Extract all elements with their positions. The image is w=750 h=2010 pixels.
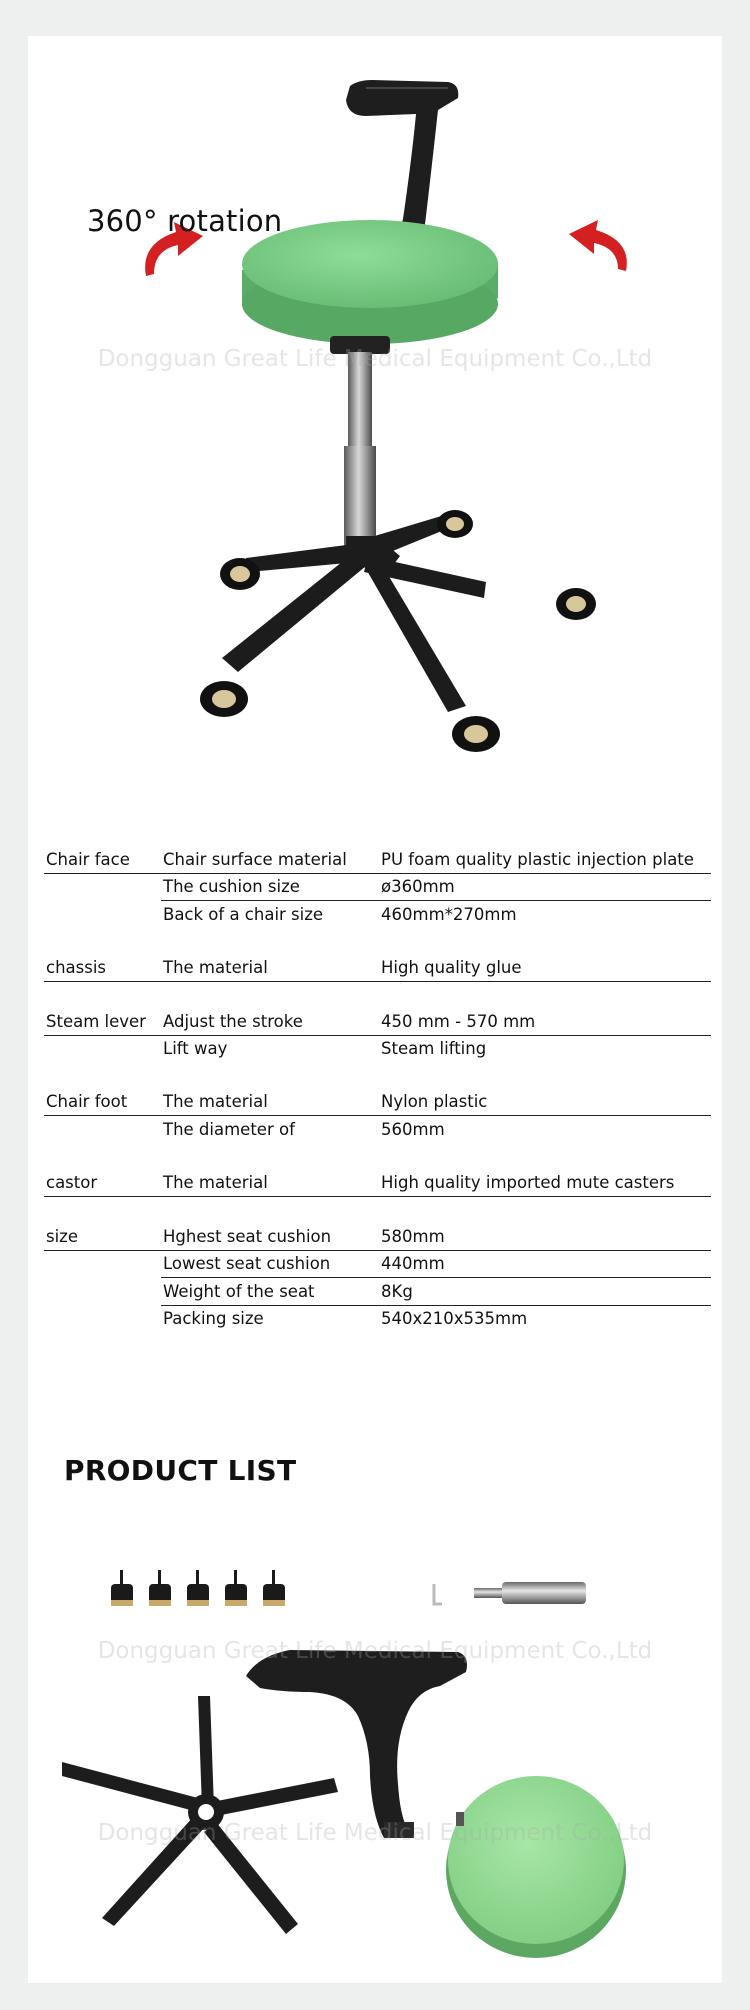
spec-attribute: Lift way [163,1039,228,1059]
rotation-label: 360° rotation [87,204,283,238]
spec-value: PU foam quality plastic injection plate [379,846,711,873]
spec-attribute: The diameter of [163,1119,295,1139]
spec-category [44,901,161,928]
spec-attribute: Packing size [163,1309,264,1329]
spec-attribute: Weight of the seat [161,1278,379,1306]
spec-category: Chair face [44,846,161,873]
stool-illustration [28,36,722,796]
spec-category [44,1250,161,1278]
spec-value: High quality glue [379,954,711,981]
rotate-right-arrow [569,220,627,271]
caster [111,1570,133,1606]
spec-spacer-row [44,1196,711,1223]
spec-spacer-row [44,1143,711,1170]
caster [263,1570,285,1606]
parts-watermark-1: Dongguan Great Life Medical Equipment Co.,Ltd [97,1638,653,1664]
spec-attribute: Lowest seat cushion [161,1250,379,1278]
product-list-title: PRODUCT LIST [64,1454,297,1487]
spec-row [44,1008,711,1035]
spec-spacer-row [44,981,711,1008]
five-star-base [222,514,486,712]
spec-category [44,1035,161,1062]
spec-row [44,1169,711,1196]
spec-attribute: The material [161,1169,379,1196]
spec-value: High quality imported mute casters [379,1169,711,1196]
spec-category: castor [44,1169,161,1196]
spec-row [44,954,711,981]
spec-attribute: Adjust the stroke [161,1008,379,1035]
spec-value: 460mm*270mm [381,904,517,924]
gas-lift-part [474,1582,586,1604]
spec-attribute: The material [161,1089,379,1116]
spec-category: Steam lever [44,1008,161,1035]
spec-row [44,1250,711,1278]
spec-spacer-row [44,1062,711,1089]
spec-row [44,1305,711,1332]
spec-category [44,1116,161,1143]
spec-category [44,1305,161,1332]
spec-attribute: Chair surface material [161,846,379,873]
spec-value: Nylon plastic [379,1089,711,1116]
spec-category [44,1278,161,1306]
spec-value: Steam lifting [381,1039,487,1059]
spec-value: 8Kg [379,1278,711,1306]
spec-row [44,1223,711,1250]
product-page [28,36,722,1983]
spec-attribute: The cushion size [161,873,379,901]
spec-value: 450 mm - 570 mm [379,1008,711,1035]
spec-value: 580mm [379,1223,711,1250]
spec-row [44,1116,711,1143]
spec-value: 440mm [379,1250,711,1278]
spec-value: ø360mm [379,873,711,901]
caster-set [111,1570,285,1606]
spec-value: 560mm [381,1119,445,1139]
spec-row [44,1278,711,1306]
spec-attribute: Back of a chair size [163,904,324,924]
spec-category [44,873,161,901]
spec-row [44,1089,711,1116]
parts-illustration [28,1516,722,1983]
hero-product-image [28,36,722,796]
spec-spacer-row [44,928,711,955]
spec-attribute: Hghest seat cushion [161,1223,379,1250]
backrest-part [246,1650,467,1838]
product-parts-image [28,1516,722,1983]
spec-category: size [44,1223,161,1250]
caster [149,1570,171,1606]
parts-watermark-2: Dongguan Great Life Medical Equipment Co.,Ltd [97,1820,653,1846]
spec-value: 540x210x535mm [381,1309,528,1329]
spec-category: Chair foot [44,1089,161,1116]
seat-cushion-part [448,1776,624,1944]
spec-row [44,846,711,873]
caster [225,1570,247,1606]
screw [434,1584,442,1604]
specification-table [44,846,711,1332]
caster [187,1570,209,1606]
spec-category: chassis [44,954,161,981]
spec-row [44,873,711,901]
spec-attribute: The material [161,954,379,981]
hero-watermark: Dongguan Great Life Medical Equipment Co.,Ltd [97,346,653,372]
spec-row [44,901,711,928]
spec-row [44,1035,711,1062]
